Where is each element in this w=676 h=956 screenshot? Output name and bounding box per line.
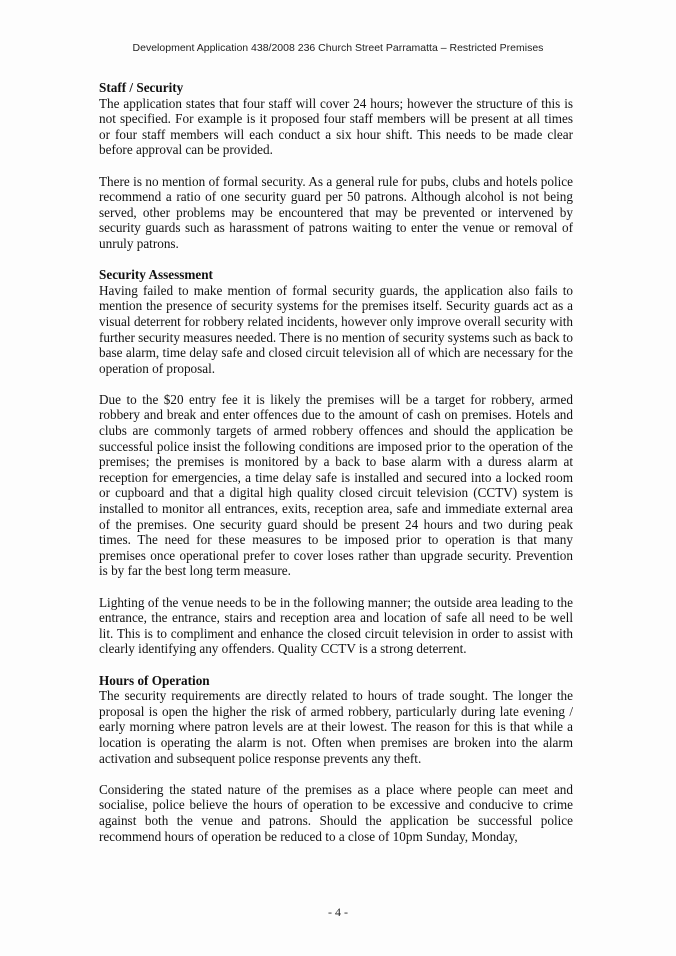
body-paragraph: Considering the stated nature of the premises as a place where people can meet and socialise, police believe the hours of operation to be excessive and conducive to crime against both the venue and patrons. Should the application be successful police recommend hours of operation be reduced to a close of 10pm Sunday, Monday, [99, 781, 573, 844]
section-heading: Security Assessment [99, 267, 213, 283]
section-hours-of-operation [99, 673, 573, 845]
document-body [99, 80, 573, 844]
body-paragraph: Lighting of the venue needs to be in the following manner; the outside area leading to the entrance, the entrance, stairs and reception area and location of safe all need to be well lit. This is to compliment and enhance the closed circuit television in order to assist with clearly identifying any offenders. Quality CCTV is a strong deterrent. [99, 594, 573, 657]
running-header: Development Application 438/2008 236 Church Street Parramatta – Restricted Premises [132, 42, 544, 54]
body-paragraph: The application states that four staff will cover 24 hours; however the structure of this is not specified. For example is it proposed four staff members will be present at all times or four staff members will each conduct a six hour shift. This needs to be made clear before approval can be provided. [99, 95, 573, 158]
body-paragraph: The security requirements are directly related to hours of trade sought. The longer the proposal is open the higher the risk of armed robbery, particularly during late evening / early morning where patron levels are at their lowest. The reason for this is that while a location is operating the alarm is not. Often when premises are broken into the alarm activation and subsequent police response prevents any theft. [99, 688, 573, 766]
section-heading: Staff / Security [99, 80, 184, 95]
section-security-assessment [99, 267, 573, 657]
page-number: - 4 - [328, 905, 348, 919]
section-heading: Hours of Operation [99, 672, 210, 688]
body-paragraph: Having failed to make mention of formal security guards, the application also fails to mention the presence of security systems for the premises itself. Security guards act as a visual deterrent for robbery related incidents, however only improve overall security with further security measures needed. There is no mention of security systems such as back to base alarm, time delay safe and closed circuit television all of which are necessary for the operation of proposal. [99, 282, 574, 376]
body-paragraph: There is no mention of formal security. As a general rule for pubs, clubs and hotels police recommend a ratio of one security guard per 50 patrons. Although alcohol is not being served, other problems may be encountered that may be prevented or intervened by security guards such as harassment of patrons waiting to enter the venue or removal of unruly patrons. [99, 173, 573, 251]
section-staff-security [99, 80, 573, 252]
body-paragraph: Due to the $20 entry fee it is likely the premises will be a target for robbery, armed robbery and break and enter offences due to the amount of cash on premises. Hotels and clubs are commonly targets of armed robbery offences and should the application be successful police insist the following conditions are imposed prior to the operation of the premises; the premises is monitored by a back to base alarm with a duress alarm at reception for emergencies, a time delay safe is installed and secured into a locked room or cupboard and that a digital high quality closed circuit television (CCTV) system is installed to monitor all entrances, exits, reception area, safe and immediate external area of the premises. One security guard should be present 24 hours and two during peak times. The need for these measures to be imposed prior to operation is that many premises once operational prefer to cover loses rather than upgrade security. Prevention is by far the best long term measure. [99, 391, 573, 579]
